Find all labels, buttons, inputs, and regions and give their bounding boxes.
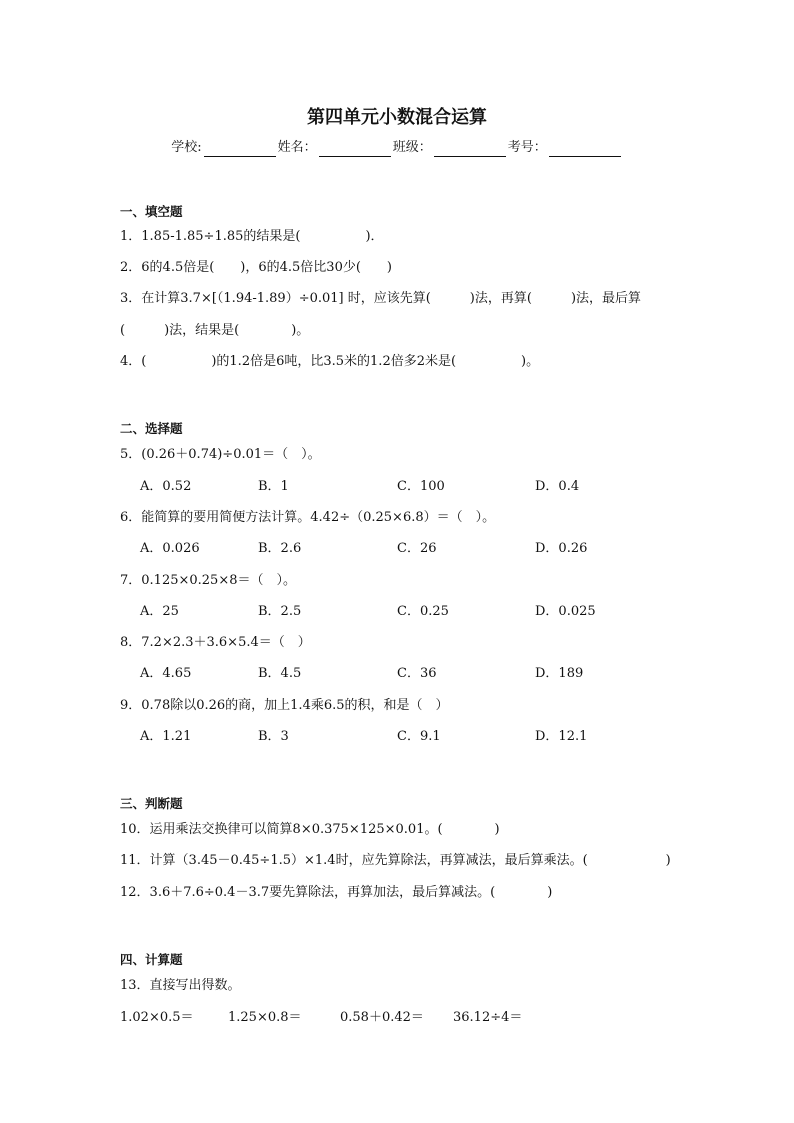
option-5-c[interactable]: C．100 xyxy=(397,479,445,494)
section-fill-blank-heading: 一、填空题 xyxy=(120,204,183,219)
option-9-c[interactable]: C．9.1 xyxy=(397,729,441,744)
option-6-d[interactable]: D．0.26 xyxy=(535,541,588,556)
calc-item-2: 1.25×0.8＝ xyxy=(228,1010,302,1025)
question-6: 6．能简算的要用简便方法计算。4.42÷（0.25×6.8）＝（ ）。 xyxy=(120,510,496,525)
option-6-c[interactable]: C．26 xyxy=(397,541,437,556)
student-info-line xyxy=(0,139,794,157)
class-label: 班级： xyxy=(392,140,432,155)
class-blank[interactable] xyxy=(434,142,506,157)
option-6-b[interactable]: B．2.6 xyxy=(258,541,302,556)
section-calc-heading: 四、计算题 xyxy=(120,952,183,967)
option-5-d[interactable]: D．0.4 xyxy=(535,479,580,494)
page-title: 第四单元小数混合运算 xyxy=(307,107,487,128)
question-3-line-1: 3．在计算3.7×[（1.94-1.89）÷0.01] 时，应该先算( )法，再算( )法，最后算 xyxy=(120,291,642,306)
question-2: 2．6的4.5倍是( )，6的4.5倍比30少( ) xyxy=(120,260,392,275)
question-9: 9．0.78除以0.26的商，加上1.4乘6.5的积，和是（ ） xyxy=(120,698,449,713)
question-11: 11．计算（3.45－0.45÷1.5）×1.4时，应先算除法，再算减法，最后算乘法。( ) xyxy=(120,853,671,868)
option-7-d[interactable]: D．0.025 xyxy=(535,604,596,619)
calc-item-1: 1.02×0.5＝ xyxy=(120,1010,194,1025)
question-4: 4．( )的1.2倍是6吨，比3.5米的1.2倍多2米是( )。 xyxy=(120,354,540,369)
question-3-line-2: ( )法，结果是( )。 xyxy=(120,323,310,338)
option-5-a[interactable]: A．0.52 xyxy=(140,479,192,494)
option-8-c[interactable]: C．36 xyxy=(397,666,437,681)
number-blank[interactable] xyxy=(549,142,621,157)
calc-item-4: 36.12÷4＝ xyxy=(453,1010,523,1025)
school-blank[interactable] xyxy=(204,142,276,157)
option-5-b[interactable]: B．1 xyxy=(258,479,289,494)
calc-item-3: 0.58＋0.42＝ xyxy=(340,1010,424,1025)
option-7-b[interactable]: B．2.5 xyxy=(258,604,302,619)
option-8-d[interactable]: D．189 xyxy=(535,666,584,681)
question-12: 12．3.6＋7.6÷0.4－3.7要先算除法，再算加法，最后算减法。( ) xyxy=(120,885,553,900)
question-1: 1．1.85-1.85÷1.85的结果是( )． xyxy=(120,229,384,244)
question-10: 10．运用乘法交换律可以简算8×0.375×125×0.01。( ) xyxy=(120,822,500,837)
question-8: 8．7.2×2.3＋3.6×5.4＝（ ） xyxy=(120,635,311,650)
option-7-c[interactable]: C．0.25 xyxy=(397,604,449,619)
number-label: 考号： xyxy=(507,140,547,155)
option-9-b[interactable]: B．3 xyxy=(258,729,289,744)
option-6-a[interactable]: A．0.026 xyxy=(140,541,200,556)
name-blank[interactable] xyxy=(319,142,391,157)
option-8-a[interactable]: A．4.65 xyxy=(140,666,192,681)
question-5: 5．(0.26＋0.74)÷0.01＝（ ）。 xyxy=(120,447,321,462)
option-9-d[interactable]: D．12.1 xyxy=(535,729,588,744)
option-8-b[interactable]: B．4.5 xyxy=(258,666,302,681)
option-7-a[interactable]: A．25 xyxy=(140,604,179,619)
question-7: 7．0.125×0.25×8＝（ ）。 xyxy=(120,573,296,588)
question-13: 13．直接写出得数。 xyxy=(120,978,241,993)
section-judge-heading: 三、判断题 xyxy=(120,796,183,811)
option-9-a[interactable]: A．1.21 xyxy=(140,729,192,744)
name-label: 姓名： xyxy=(277,140,317,155)
school-label: 学校: xyxy=(171,140,202,155)
section-choice-heading: 二、选择题 xyxy=(120,421,183,436)
